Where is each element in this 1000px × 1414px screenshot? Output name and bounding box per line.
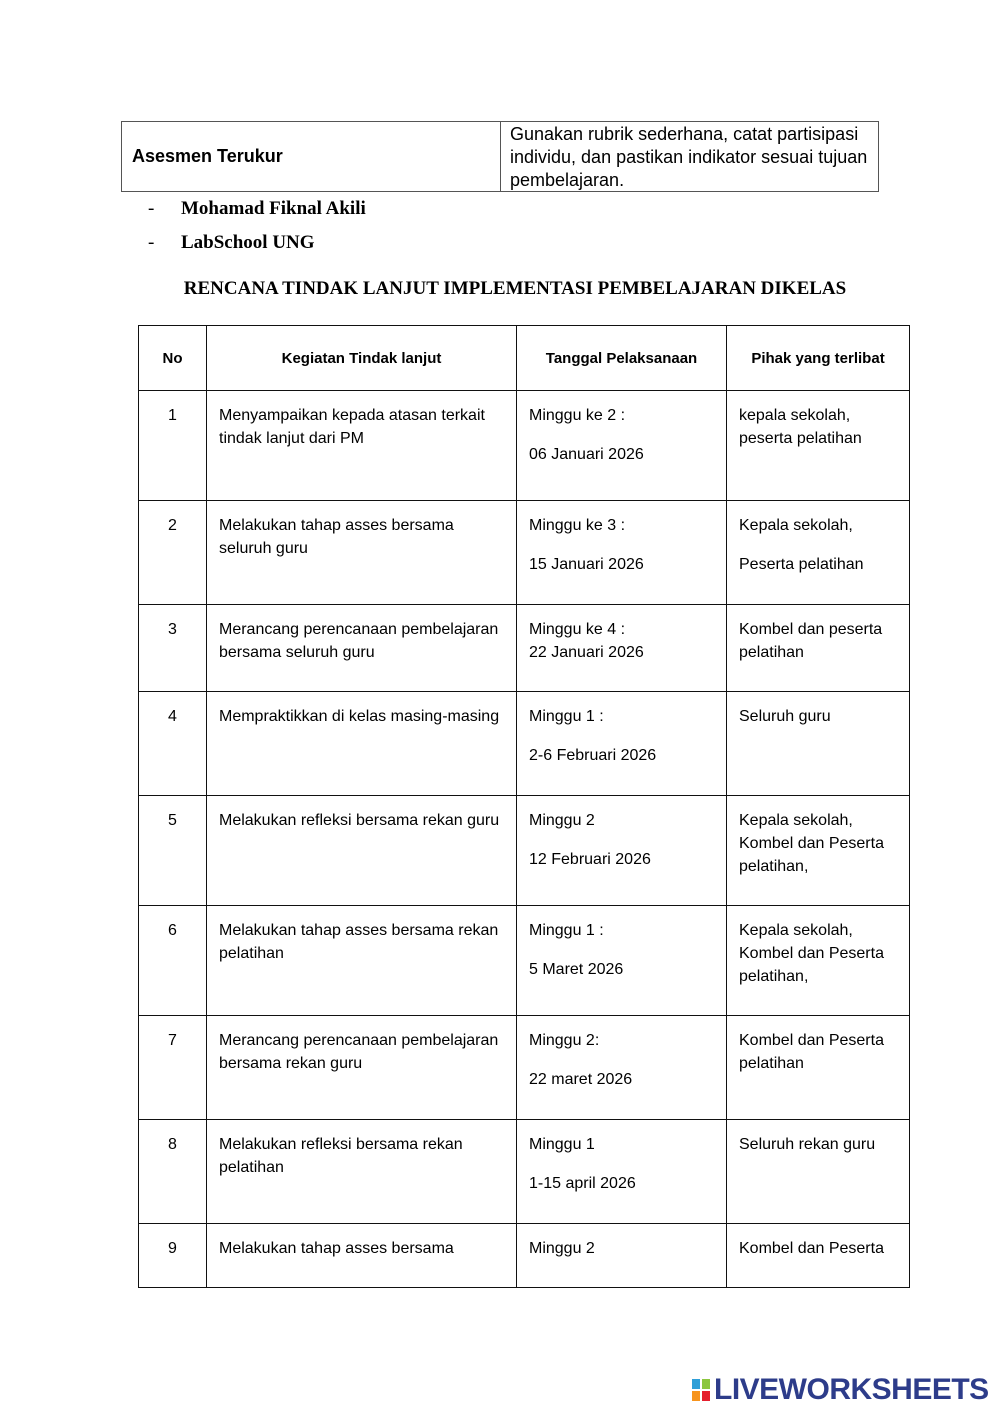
date-week: Minggu ke 2 : <box>529 407 626 424</box>
list-dash: - <box>148 198 155 219</box>
name-list-item <box>148 226 366 260</box>
liveworksheets-logo <box>692 1373 989 1407</box>
table-row <box>139 1120 910 1224</box>
row-parties <box>727 1224 910 1288</box>
parties-text: Seluruh guru <box>739 708 831 725</box>
parties-text: Seluruh rekan guru <box>739 1136 876 1153</box>
header-activity: Kegiatan Tindak lanjut <box>207 326 517 391</box>
row-activity: Melakukan refleksi bersama rekan guru <box>207 796 517 906</box>
table-row <box>139 391 910 501</box>
date-value: 15 Januari 2026 <box>529 556 644 573</box>
logo-mark-square <box>702 1379 710 1389</box>
date-week: Minggu 2 <box>529 1240 595 1257</box>
row-parties <box>727 391 910 501</box>
row-date <box>517 796 727 906</box>
date-week: Minggu 1 : <box>529 922 604 939</box>
row-date <box>517 391 727 501</box>
row-date <box>517 692 727 796</box>
brand-text: LIVEWORKSHEETS <box>714 1373 989 1406</box>
date-value: 22 maret 2026 <box>529 1071 633 1088</box>
table-header-row <box>139 326 910 391</box>
row-number: 9 <box>139 1224 207 1288</box>
date-week: Minggu 1 <box>529 1136 595 1153</box>
date-value: 1-15 april 2026 <box>529 1175 636 1192</box>
date-week: Minggu ke 3 : <box>529 517 626 534</box>
header-parties: Pihak yang terlibat <box>727 326 910 391</box>
author-name: Mohamad Fiknal Akili <box>181 198 366 219</box>
row-parties <box>727 605 910 692</box>
follow-up-plan-table <box>138 325 910 1288</box>
page-title: RENCANA TINDAK LANJUT IMPLEMENTASI PEMBELAJARAN DIKELAS <box>183 278 847 299</box>
row-parties <box>727 1120 910 1224</box>
date-week: Minggu 1 : <box>529 708 604 725</box>
assessment-label: Asesmen Terukur <box>122 122 501 191</box>
logo-mark-icon <box>692 1379 710 1401</box>
assessment-description: Gunakan rubrik sederhana, catat partisipasi individu, dan pastikan indikator sesuai tujuan pembelajaran. <box>510 124 868 190</box>
row-parties <box>727 796 910 906</box>
row-parties <box>727 906 910 1016</box>
parties-text: Kepala sekolah, <box>739 517 853 534</box>
parties-text: kepala sekolah, peserta pelatihan <box>739 407 862 447</box>
row-number: 5 <box>139 796 207 906</box>
row-parties <box>727 501 910 605</box>
row-number: 3 <box>139 605 207 692</box>
parties-text: Kepala sekolah, Kombel dan Peserta pelatihan, <box>739 812 884 875</box>
name-list-item <box>148 192 366 226</box>
row-number: 2 <box>139 501 207 605</box>
row-activity: Melakukan refleksi bersama rekan pelatihan <box>207 1120 517 1224</box>
row-date <box>517 1224 727 1288</box>
table-row <box>139 1224 910 1288</box>
row-activity: Merancang perencanaan pembelajaran bersama seluruh guru <box>207 605 517 692</box>
school-name: LabSchool UNG <box>181 232 315 253</box>
parties-text: Kepala sekolah, Kombel dan Peserta pelatihan, <box>739 922 884 985</box>
row-parties <box>727 692 910 796</box>
parties-text: Kombel dan Peserta pelatihan <box>739 1032 884 1072</box>
parties-text: Kombel dan Peserta <box>739 1240 884 1257</box>
row-date <box>517 605 727 692</box>
table-row <box>139 692 910 796</box>
table-row <box>139 605 910 692</box>
header-no: No <box>139 326 207 391</box>
list-dash: - <box>148 232 155 253</box>
assessment-table <box>121 121 879 192</box>
logo-mark-square <box>692 1379 700 1389</box>
row-date <box>517 1120 727 1224</box>
date-value: 06 Januari 2026 <box>529 446 644 463</box>
date-week: Minggu 2: <box>529 1032 600 1049</box>
date-week: Minggu ke 4 : <box>529 621 626 638</box>
row-activity: Melakukan tahap asses bersama rekan pelatihan <box>207 906 517 1016</box>
logo-mark-square <box>702 1391 710 1401</box>
row-number: 6 <box>139 906 207 1016</box>
row-date <box>517 1016 727 1120</box>
name-list <box>148 192 366 260</box>
date-value: 22 Januari 2026 <box>529 644 644 661</box>
row-activity: Merancang perencanaan pembelajaran bersama rekan guru <box>207 1016 517 1120</box>
row-activity: Mempraktikkan di kelas masing-masing <box>207 692 517 796</box>
date-value: 5 Maret 2026 <box>529 961 624 978</box>
row-activity: Melakukan tahap asses bersama seluruh guru <box>207 501 517 605</box>
parties-text: Kombel dan peserta pelatihan <box>739 621 883 661</box>
date-week: Minggu 2 <box>529 812 595 829</box>
date-value: 2-6 Februari 2026 <box>529 747 657 764</box>
table-row <box>139 796 910 906</box>
table-row <box>139 906 910 1016</box>
logo-mark-square <box>692 1391 700 1401</box>
row-date <box>517 906 727 1016</box>
row-number: 1 <box>139 391 207 501</box>
row-number: 4 <box>139 692 207 796</box>
header-date: Tanggal Pelaksanaan <box>517 326 727 391</box>
row-number: 8 <box>139 1120 207 1224</box>
row-activity: Menyampaikan kepada atasan terkait tindak lanjut dari PM <box>207 391 517 501</box>
row-number: 7 <box>139 1016 207 1120</box>
table-row <box>139 1016 910 1120</box>
row-date <box>517 501 727 605</box>
table-row <box>139 501 910 605</box>
date-value: 12 Februari 2026 <box>529 851 651 868</box>
row-activity: Melakukan tahap asses bersama <box>207 1224 517 1288</box>
parties-text-secondary: Peserta pelatihan <box>739 556 864 573</box>
row-parties <box>727 1016 910 1120</box>
